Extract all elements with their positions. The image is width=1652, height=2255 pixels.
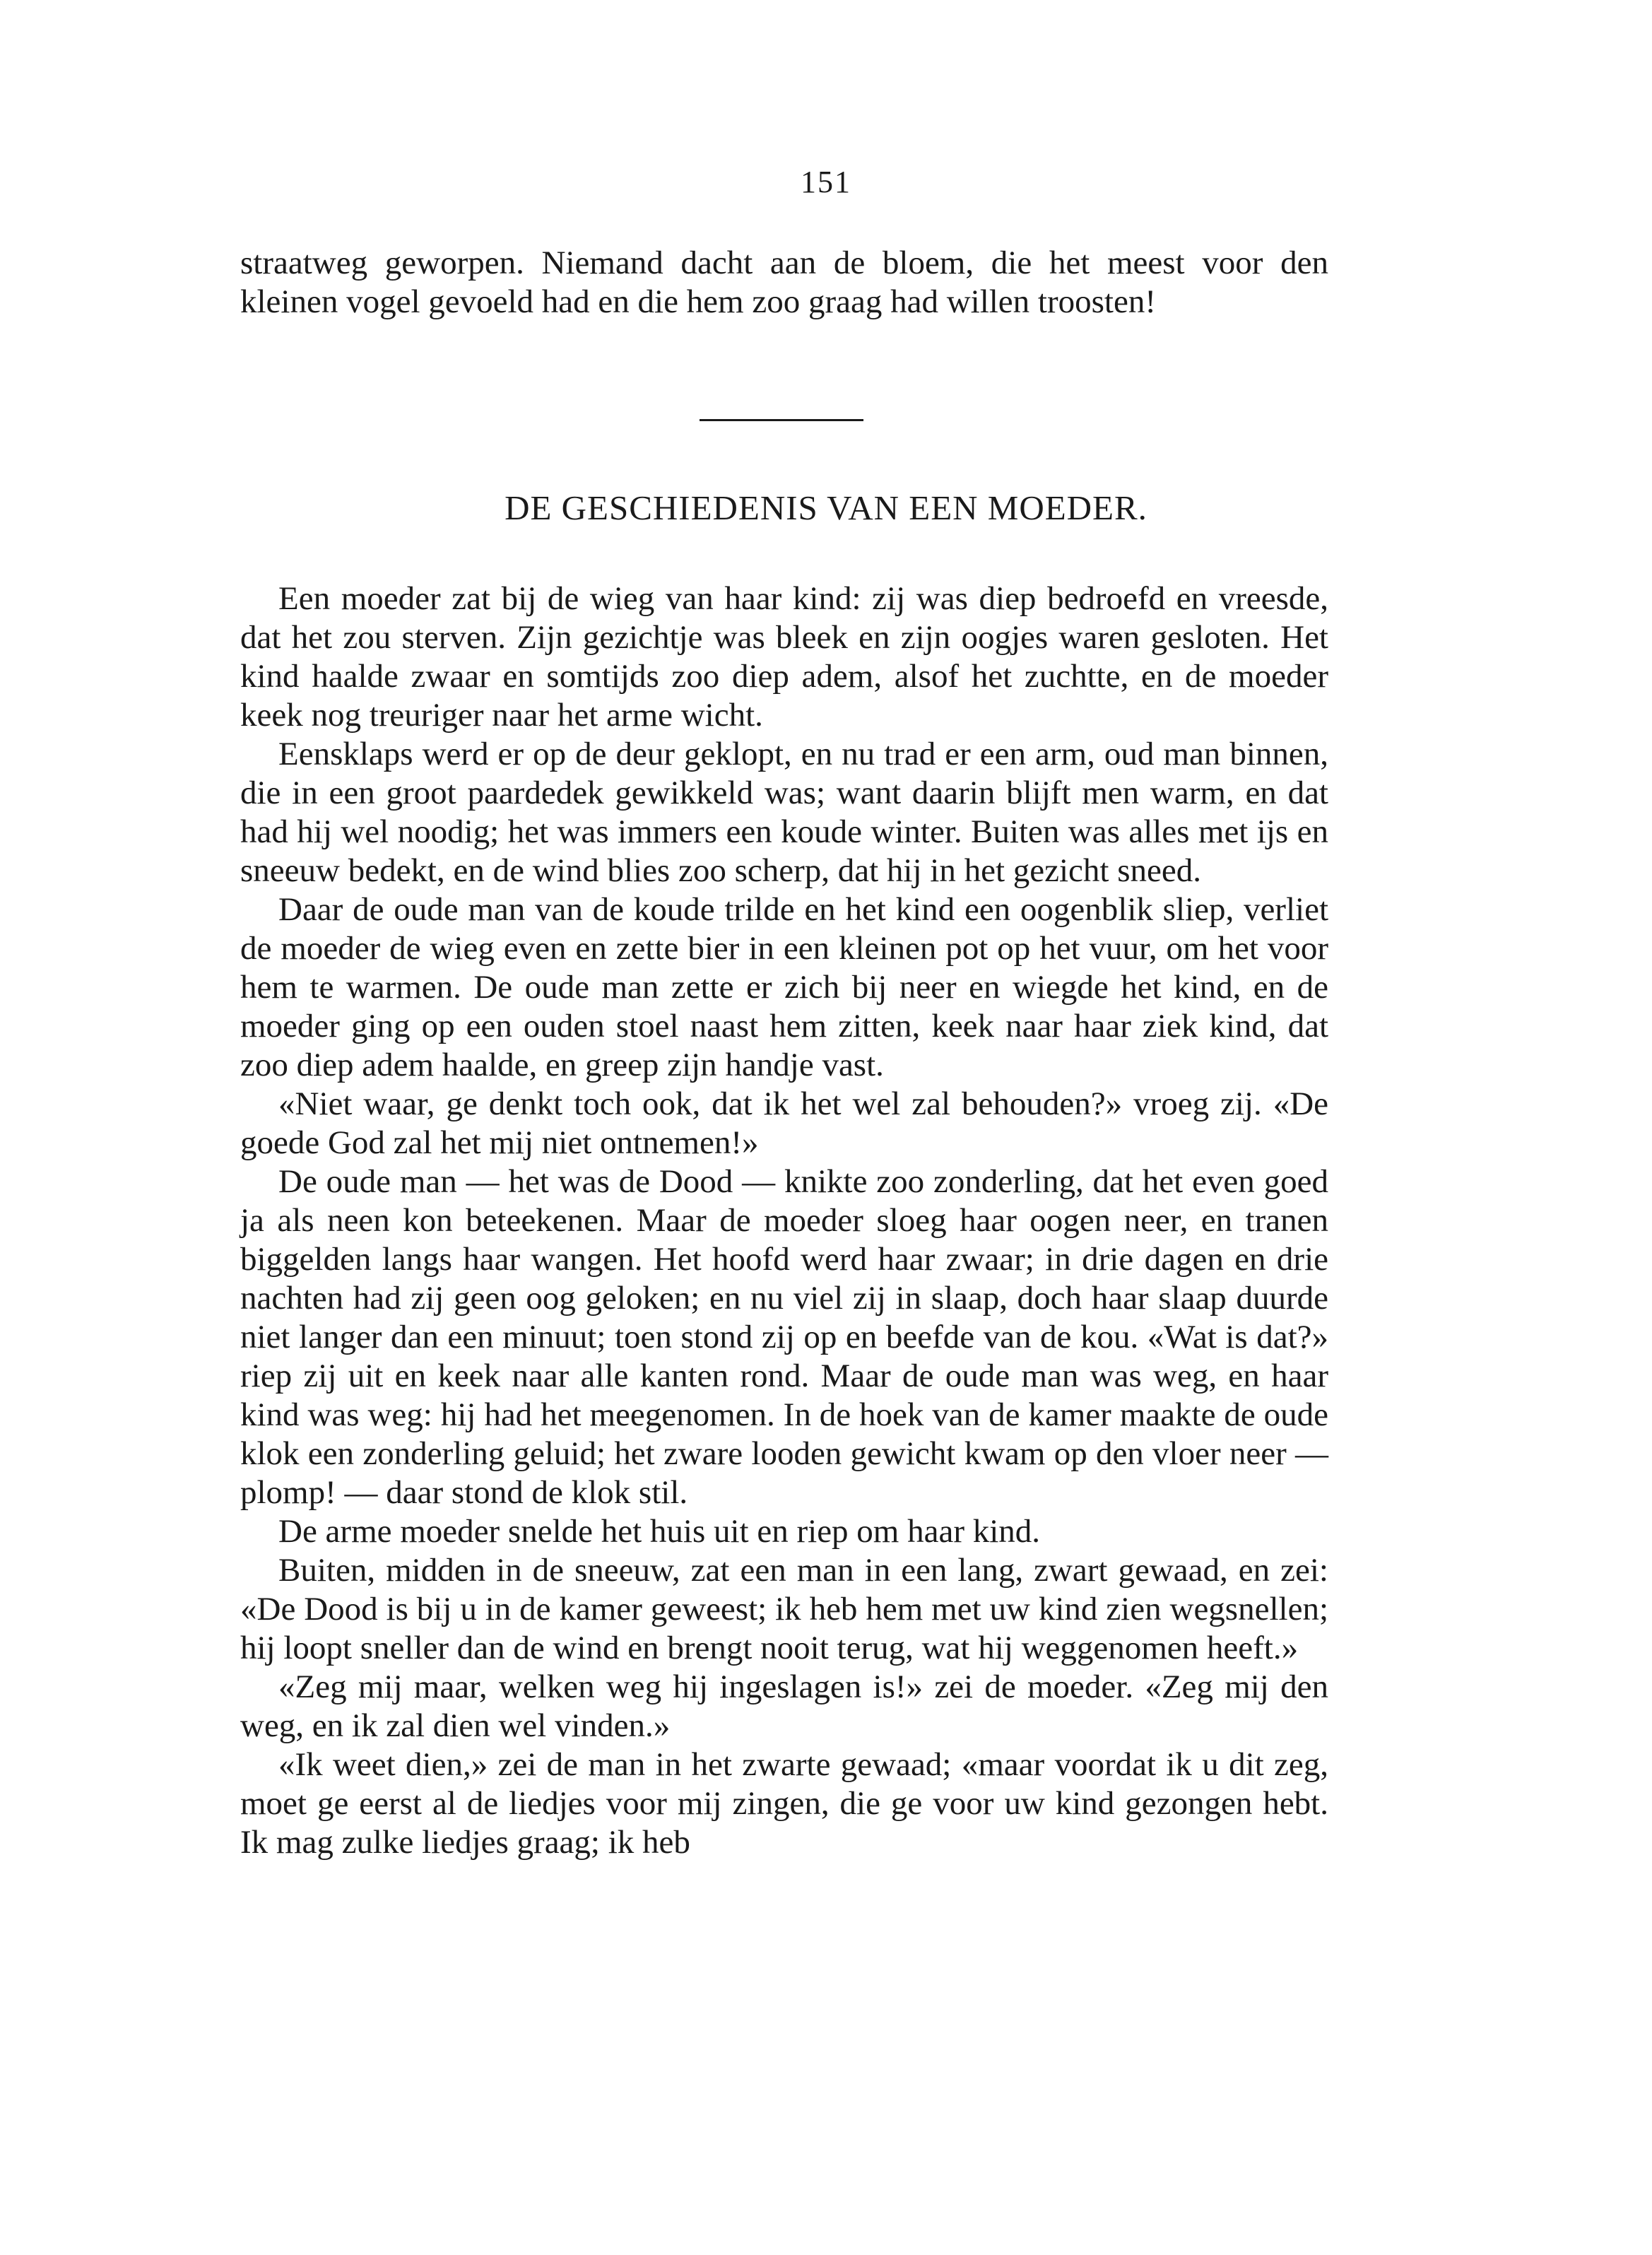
chapter-body bbox=[240, 579, 1328, 1862]
paragraph: De oude man — het was de Dood — knikte zoo zonderling, dat het even goed ja als neen kon beteekenen. Maar de moeder sloeg haar oogen neer, en tranen biggelden langs haar wangen. Het hoofd werd haar zwaar; in drie dagen en drie nachten had zij geen oog geloken; en nu viel zij in slaap, doch haar slaap duurde niet langer dan een minuut; toen stond zij op en beefde van de kou. «Wat is dat?» riep zij uit en keek naar alle kanten rond. Maar de oude man was weg, en haar kind was weg: hij had het meegenomen. In de hoek van de kamer maakte de oude klok een zonderling geluid; het zware looden gewicht kwam op den vloer neer — plomp! — daar stond de klok stil. bbox=[240, 1163, 1328, 1511]
paragraph: «Niet waar, ge denkt toch ook, dat ik het wel zal behouden?» vroeg zij. «De goede God zal het mij niet ontnemen!» bbox=[240, 1085, 1328, 1161]
section-divider bbox=[700, 419, 863, 421]
opening-text bbox=[240, 244, 1328, 322]
paragraph: De arme moeder snelde het huis uit en riep om haar kind. bbox=[278, 1513, 1041, 1550]
paragraph: Daar de oude man van de koude trilde en het kind een oogenblik sliep, verliet de moeder de wieg even en zette bier in een kleinen pot op het vuur, om het voor hem te warmen. De oude man zette er zich bij neer en wiegde het kind, en de moeder ging op een ouden stoel naast hem zitten, keek naar haar ziek kind, dat zoo diep adem haalde, en greep zijn handje vast. bbox=[240, 891, 1328, 1083]
opening-paragraph: straatweg geworpen. Niemand dacht aan de bloem, die het meest voor den kleinen vogel gevoeld had en die hem zoo graag had willen troosten! bbox=[240, 245, 1328, 320]
chapter-title: DE GESCHIEDENIS VAN EEN MOEDER. bbox=[505, 488, 1147, 527]
paragraph: Buiten, midden in de sneeuw, zat een man in een lang, zwart gewaad, en zei: «De Dood is bij u in de kamer geweest; ik heb hem met uw kind zien wegsnellen; hij loopt sneller dan de wind en brengt nooit terug, wat hij weggenomen heeft.» bbox=[240, 1552, 1328, 1666]
page-number: 151 bbox=[801, 165, 851, 199]
paragraph: «Ik weet dien,» zei de man in het zwarte gewaad; «maar voordat ik u dit zeg, moet ge eerst al de liedjes voor mij zingen, die ge voor uw kind gezongen hebt. Ik mag zulke liedjes graag; ik heb bbox=[240, 1746, 1328, 1861]
paragraph: Eensklaps werd er op de deur geklopt, en nu trad er een arm, oud man binnen, die in een groot paardedek gewikkeld was; want daarin blijft men warm, en dat had hij wel noodig; het was immers een koude winter. Buiten was alles met ijs en sneeuw bedekt, en de wind blies zoo scherp, dat hij in het gezicht sneed. bbox=[240, 736, 1328, 889]
paragraph: Een moeder zat bij de wieg van haar kind: zij was diep bedroefd en vreesde, dat het zou sterven. Zijn gezichtje was bleek en zijn oogjes waren gesloten. Het kind haalde zwaar en somtijds zoo diep adem, alsof het zuchtte, en de moeder keek nog treuriger naar het arme wicht. bbox=[240, 580, 1328, 734]
paragraph: «Zeg mij maar, welken weg hij ingeslagen is!» zei de moeder. «Zeg mij den weg, en ik zal dien wel vinden.» bbox=[240, 1668, 1328, 1744]
